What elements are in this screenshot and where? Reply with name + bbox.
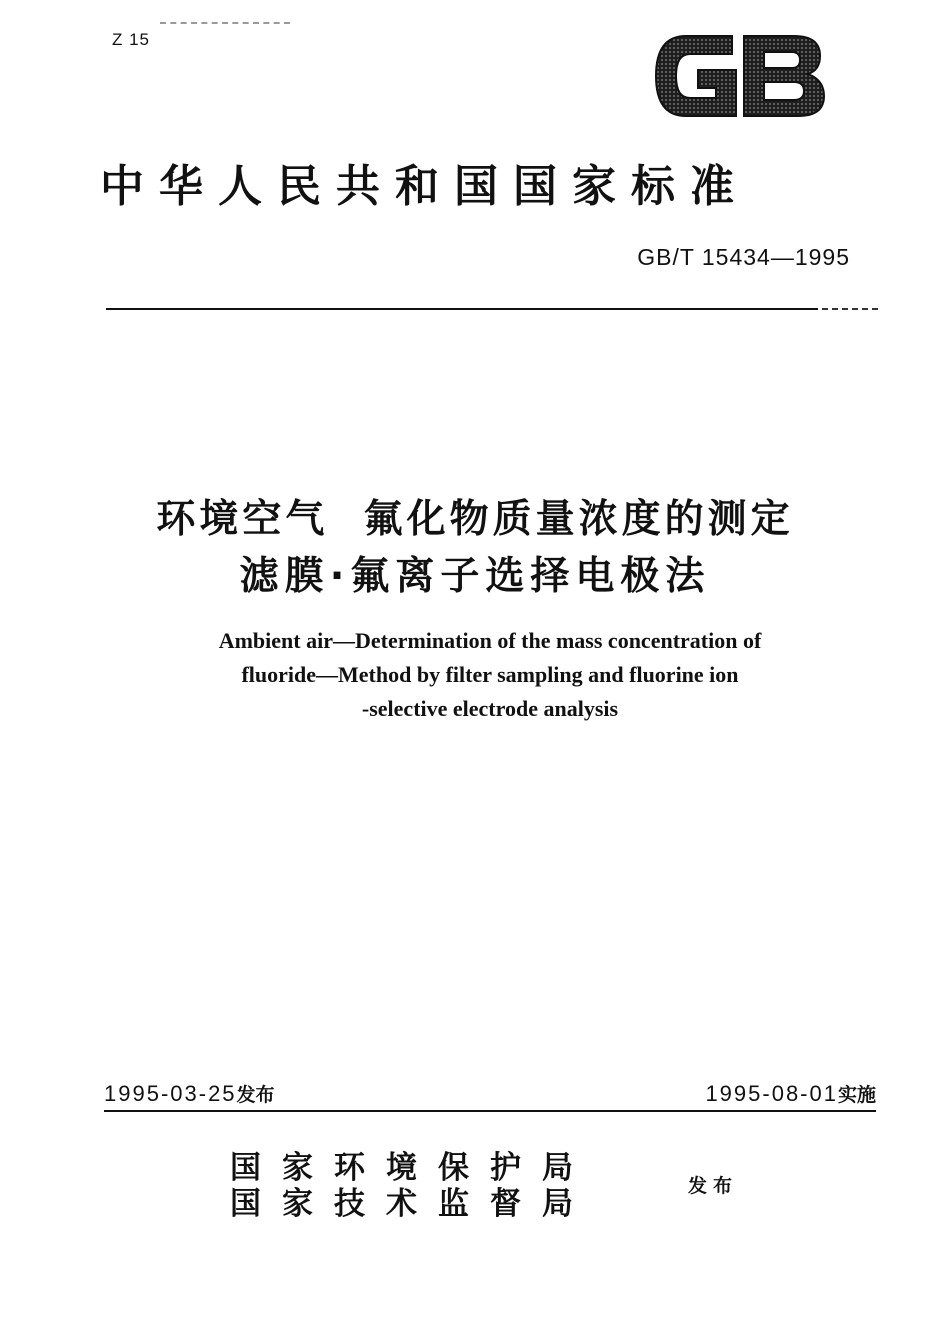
implement-label: 实施 [837,1084,876,1106]
english-title [60,624,920,726]
release-date [104,1080,275,1107]
issue-label: 发布 [688,1175,739,1197]
chinese-title-line-2: 滤膜·氟离子选择电极法 [239,554,711,599]
implement-date [560,1080,876,1107]
footer-divider [104,1110,876,1112]
english-title-line-1: Ambient air—Determination of the mass concentration of [218,628,762,653]
issuer-line-1: 国家环境保护局 [230,1150,594,1186]
header-divider-dash [822,308,878,310]
main-title: 中华人民共和国国家标准 [100,161,749,212]
gb-logo-letter-g [656,36,736,116]
release-date-value: 1995-03-25 [104,1081,237,1106]
classification-code: Z 15 [112,30,151,49]
gb-logo-letter-b [744,36,824,116]
release-label: 发布 [236,1084,275,1106]
chinese-title-line-1: 环境空气 氟化物质量浓度的测定 [156,497,794,542]
issuer-block [230,1150,660,1222]
english-title-line-3: -selective electrode analysis [361,696,619,721]
gb-logo [652,30,828,122]
english-title-line-2: fluoride—Method by filter sampling and fluorine ion [241,662,739,687]
implement-date-value: 1995-08-01 [705,1081,838,1106]
standard-number: GB/T 15434—1995 [637,244,850,270]
header-divider [106,308,818,310]
issuer-line-2: 国家技术监督局 [230,1186,594,1222]
scan-artifact [160,22,290,28]
